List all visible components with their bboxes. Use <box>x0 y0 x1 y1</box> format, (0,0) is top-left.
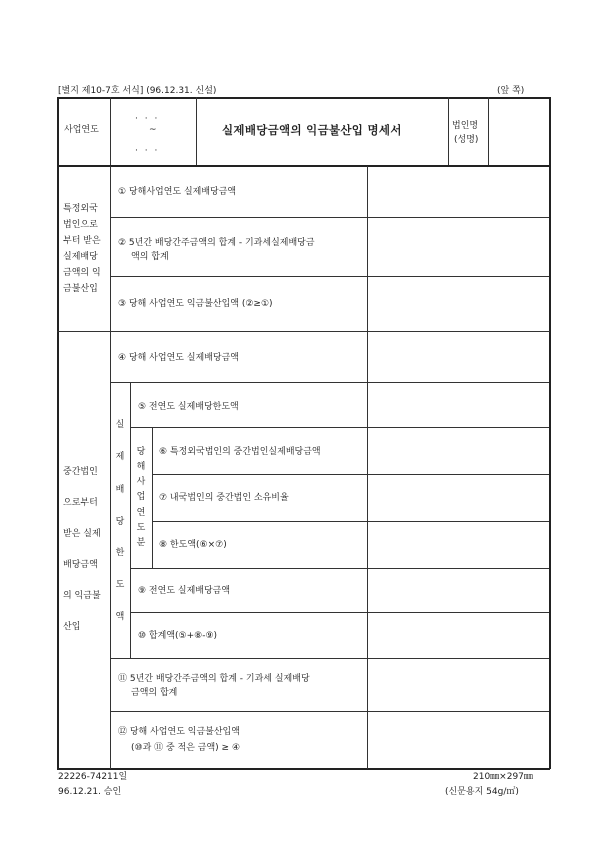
section1-title-line: 부터 받은 <box>63 236 101 246</box>
section2-title-line: 산입 <box>63 622 81 632</box>
item-3-label: ③ 당해 사업연도 익금불산입액 (②≥①) <box>118 299 273 309</box>
table-right-border <box>549 97 551 769</box>
item-5-label: ⑤ 전연도 실제배당한도액 <box>138 402 239 412</box>
item-4-value-cell[interactable] <box>368 332 549 382</box>
section1-title-line: 실제배당 <box>63 252 98 262</box>
item-12-value-cell[interactable] <box>368 712 549 768</box>
item-2-label: ② 5년간 배당간주금액의 합계 - 기과세실제배당금 <box>118 238 315 248</box>
item-12-label-cont: (⑩과 ⑪ 중 적은 금액) ≥ ④ <box>131 743 241 753</box>
period-start-dots: · · · <box>135 114 160 124</box>
current-year-char: 사 <box>136 477 146 487</box>
item-7-value-cell[interactable] <box>368 475 549 521</box>
section2-title-line: 의 익금불 <box>63 591 101 601</box>
form-code: 22226-74211일 <box>58 772 128 782</box>
paper-size: 210㎜×297㎜ <box>473 772 533 782</box>
corp-name-label: 법인명 <box>452 121 479 131</box>
section2-title-line: 으로부터 <box>63 498 98 508</box>
limit-char: 액 <box>115 612 125 622</box>
item-11-label: ⑪ 5년간 배당간주금액의 합계 - 기과세 실제배당 <box>118 674 310 684</box>
limit-char: 제 <box>115 452 125 462</box>
table-top-border <box>57 97 550 99</box>
limit-char: 도 <box>115 580 125 590</box>
divider <box>110 166 111 769</box>
paper-type: (신문용지 54g/㎡) <box>445 787 519 797</box>
item-4-label: ④ 당해 사업연도 실제배당금액 <box>118 353 239 363</box>
item-6-label: ⑥ 특정외국법인의 중간법인실제배당금액 <box>159 447 321 457</box>
current-year-char: 해 <box>136 462 146 472</box>
period-end-dots: · · · <box>135 146 160 156</box>
corp-name-value-cell[interactable] <box>489 98 549 165</box>
table-bottom-border <box>57 768 550 770</box>
item-1-value-cell[interactable] <box>368 166 549 217</box>
limit-char: 실 <box>115 420 125 430</box>
table-left-border <box>57 97 59 769</box>
item-1-label: ① 당해사업연도 실제배당금액 <box>118 187 237 197</box>
item-3-value-cell[interactable] <box>368 277 549 331</box>
item-2-value-cell[interactable] <box>368 218 549 276</box>
divider <box>130 382 131 658</box>
form-label: [별지 제10-7호 서식] (96.12.31. 신설) <box>58 86 217 96</box>
item-11-label-cont: 금액의 합계 <box>131 688 178 698</box>
period-tilde: ~ <box>149 125 157 135</box>
section1-title-line: 특정외국 <box>63 204 98 214</box>
item-10-label: ⑩ 합계액(⑤+⑧-⑨) <box>138 631 218 641</box>
item-10-value-cell[interactable] <box>368 613 549 658</box>
item-8-label: ⑧ 한도액(⑥×⑦) <box>159 540 227 550</box>
section1-title-line: 금불산입 <box>63 284 98 294</box>
business-year-label: 사업연도 <box>64 125 99 135</box>
section2-title-line: 중간법인 <box>63 467 98 477</box>
current-year-char: 분 <box>136 538 146 548</box>
current-year-char: 도 <box>136 523 146 533</box>
limit-char: 배 <box>115 485 125 495</box>
divider <box>448 97 449 165</box>
limit-char: 한 <box>115 548 125 558</box>
section2-title-line: 받은 실제 <box>63 529 101 539</box>
item-9-label: ⑨ 전연도 실제배당금액 <box>138 586 231 596</box>
corp-name-sub-label: (성명) <box>454 135 479 145</box>
limit-char: 당 <box>115 517 125 527</box>
page-side-label: (앞 쪽) <box>497 86 525 96</box>
item-8-value-cell[interactable] <box>368 522 549 568</box>
item-11-value-cell[interactable] <box>368 659 549 711</box>
section2-title-line: 배당금액 <box>63 560 98 570</box>
item-2-label-cont: 액의 합계 <box>131 252 169 262</box>
current-year-char: 당 <box>136 447 146 457</box>
divider <box>110 97 111 165</box>
divider <box>152 427 153 568</box>
section1-title-line: 법인으로 <box>63 220 98 230</box>
current-year-char: 업 <box>136 492 146 502</box>
current-year-char: 연 <box>136 508 146 518</box>
page-title: 실제배당금액의 익금불산입 명세서 <box>222 123 402 137</box>
item-9-value-cell[interactable] <box>368 569 549 612</box>
item-5-value-cell[interactable] <box>368 383 549 427</box>
section1-title-line: 금액의 익 <box>63 268 101 278</box>
item-7-label: ⑦ 내국법인의 중간법인 소유비율 <box>159 493 289 503</box>
item-6-value-cell[interactable] <box>368 428 549 474</box>
divider <box>196 97 197 165</box>
item-12-label: ⑫ 당해 사업연도 익금불산입액 <box>118 727 240 737</box>
approval-date: 96.12.21. 승인 <box>58 787 122 797</box>
